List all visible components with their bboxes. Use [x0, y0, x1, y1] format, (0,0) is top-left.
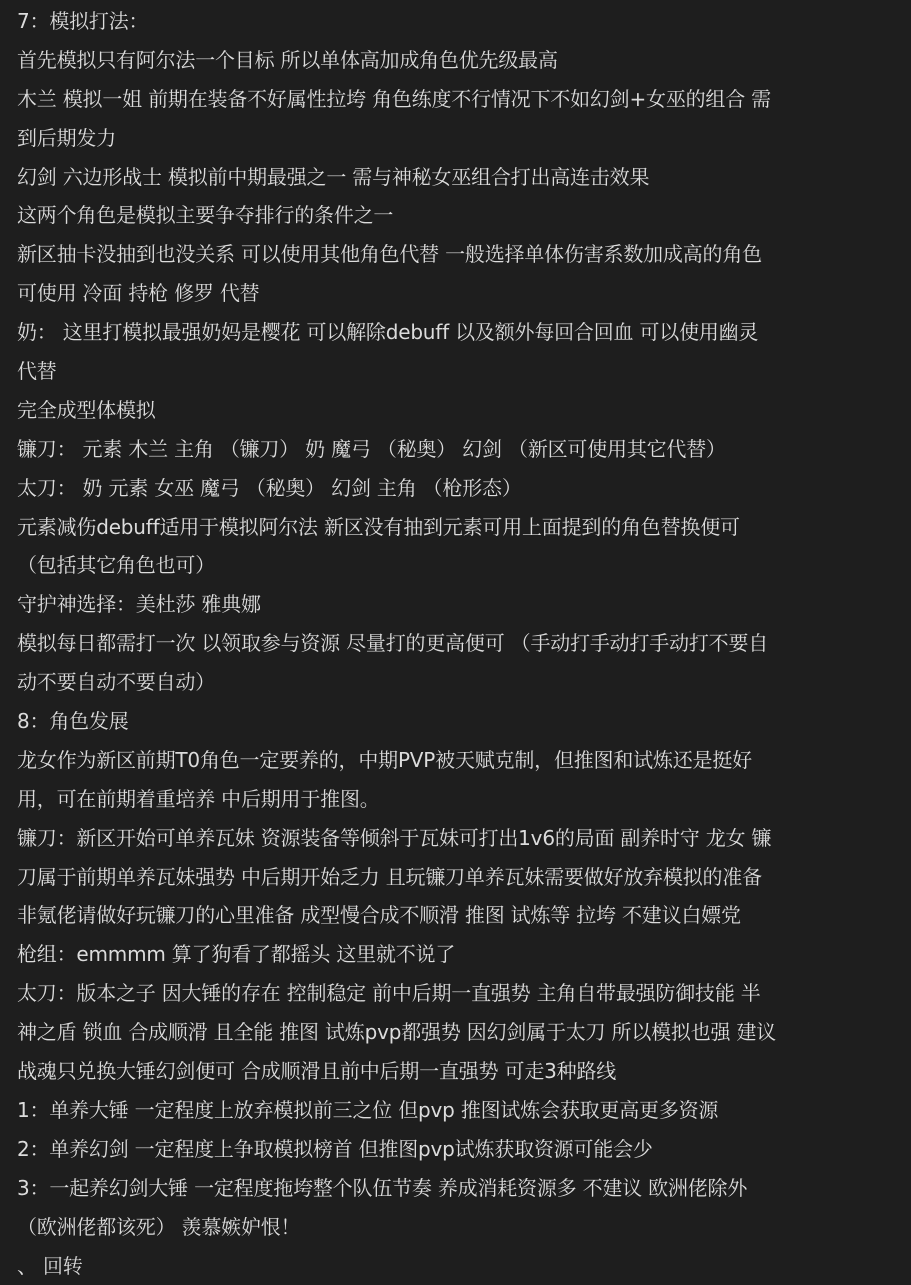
text-line: （欧洲佬都该死） 羡慕嫉妒恨！: [17, 1214, 301, 1239]
text-line: 非氪佬请做好玩镰刀的心里准备 成型慢合成不顺滑 推图 试炼等 拉垮 不建议白嫖党: [17, 903, 741, 928]
document-body: [17, 0, 901, 1278]
text-line: （包括其它角色也可）: [17, 553, 215, 578]
text-line: 代替: [17, 359, 57, 384]
text-line: 模拟每日都需打一次 以领取参与资源 尽量打的更高便可 （手动打手动打手动打不要自: [17, 631, 769, 656]
text-line: 太刀： 奶 元素 女巫 魔弓 （秘奥） 幻剑 主角 （枪形态）: [17, 475, 522, 500]
text-line: 可使用 冷面 持枪 修罗 代替: [17, 281, 260, 306]
text-line: 首先模拟只有阿尔法一个目标 所以单体高加成角色优先级最高: [17, 47, 558, 72]
text-line: 刀属于前期单养瓦妹强势 中后期开始乏力 且玩镰刀单养瓦妹需要做好放弃模拟的准备: [17, 864, 762, 889]
text-line: 动不要自动不要自动）: [17, 670, 215, 695]
text-line: 战魂只兑换大锤幻剑便可 合成顺滑且前中后期一直强势 可走3种路线: [17, 1059, 617, 1084]
text-line: 新区抽卡没抽到也没关系 可以使用其他角色代替 一般选择单体伤害系数加成高的角色: [17, 242, 762, 267]
text-line: 元素减伤debuff适用于模拟阿尔法 新区没有抽到元素可用上面提到的角色替换便可: [17, 514, 740, 539]
text-line: 太刀：版本之子 因大锤的存在 控制稳定 前中后期一直强势 主角自带最强防御技能 半: [17, 981, 761, 1006]
text-line: 木兰 模拟一姐 前期在装备不好属性拉垮 角色练度不行情况下不如幻剑+女巫的组合 需: [17, 86, 771, 111]
text-line: 守护神选择：美杜莎 雅典娜: [17, 592, 261, 617]
text-line: 镰刀：新区开始可单养瓦妹 资源装备等倾斜于瓦妹可打出1v6的局面 副养时守 龙女 镰: [17, 825, 772, 850]
text-line: 3：一起养幻剑大锤 一定程度拖垮整个队伍节奏 养成消耗资源多 不建议 欧洲佬除外: [17, 1175, 748, 1200]
text-line: 1：单养大锤 一定程度上放弃模拟前三之位 但pvp 推图试炼会获取更高更多资源: [17, 1097, 719, 1122]
text-line: 奶： 这里打模拟最强奶妈是樱花 可以解除debuff 以及额外每回合回血 可以使用幽灵: [17, 320, 759, 345]
text-line: 龙女作为新区前期T0角色一定要养的，中期PVP被天赋克制，但推图和试炼还是挺好: [17, 747, 752, 772]
text-line: 幻剑 六边形战士 模拟前中期最强之一 需与神秘女巫组合打出高连击效果: [17, 164, 650, 189]
text-line: 完全成型体模拟: [17, 397, 156, 422]
section-heading-7: 7：模拟打法：: [17, 9, 149, 33]
text-line: 镰刀： 元素 木兰 主角 （镰刀） 奶 魔弓 （秘奥） 幻剑 （新区可使用其它代替）: [17, 436, 726, 461]
text-line: 2：单养幻剑 一定程度上争取模拟榜首 但推图pvp试炼获取资源可能会少: [17, 1136, 653, 1161]
text-line: 这两个角色是模拟主要争夺排行的条件之一: [17, 203, 394, 228]
text-line: 神之盾 锁血 合成顺滑 且全能 推图 试炼pvp都强势 因幻剑属于太刀 所以模拟也强 建议: [17, 1020, 777, 1045]
text-line: 到后期发力: [17, 125, 116, 150]
text-line: 枪组：emmmm 算了狗看了都摇头 这里就不说了: [17, 942, 456, 967]
text-line-partial: 、 回转: [17, 1253, 83, 1278]
section-heading-8: 8：角色发展: [17, 709, 129, 734]
text-line: 用，可在前期着重培养 中后期用于推图。: [17, 786, 380, 811]
